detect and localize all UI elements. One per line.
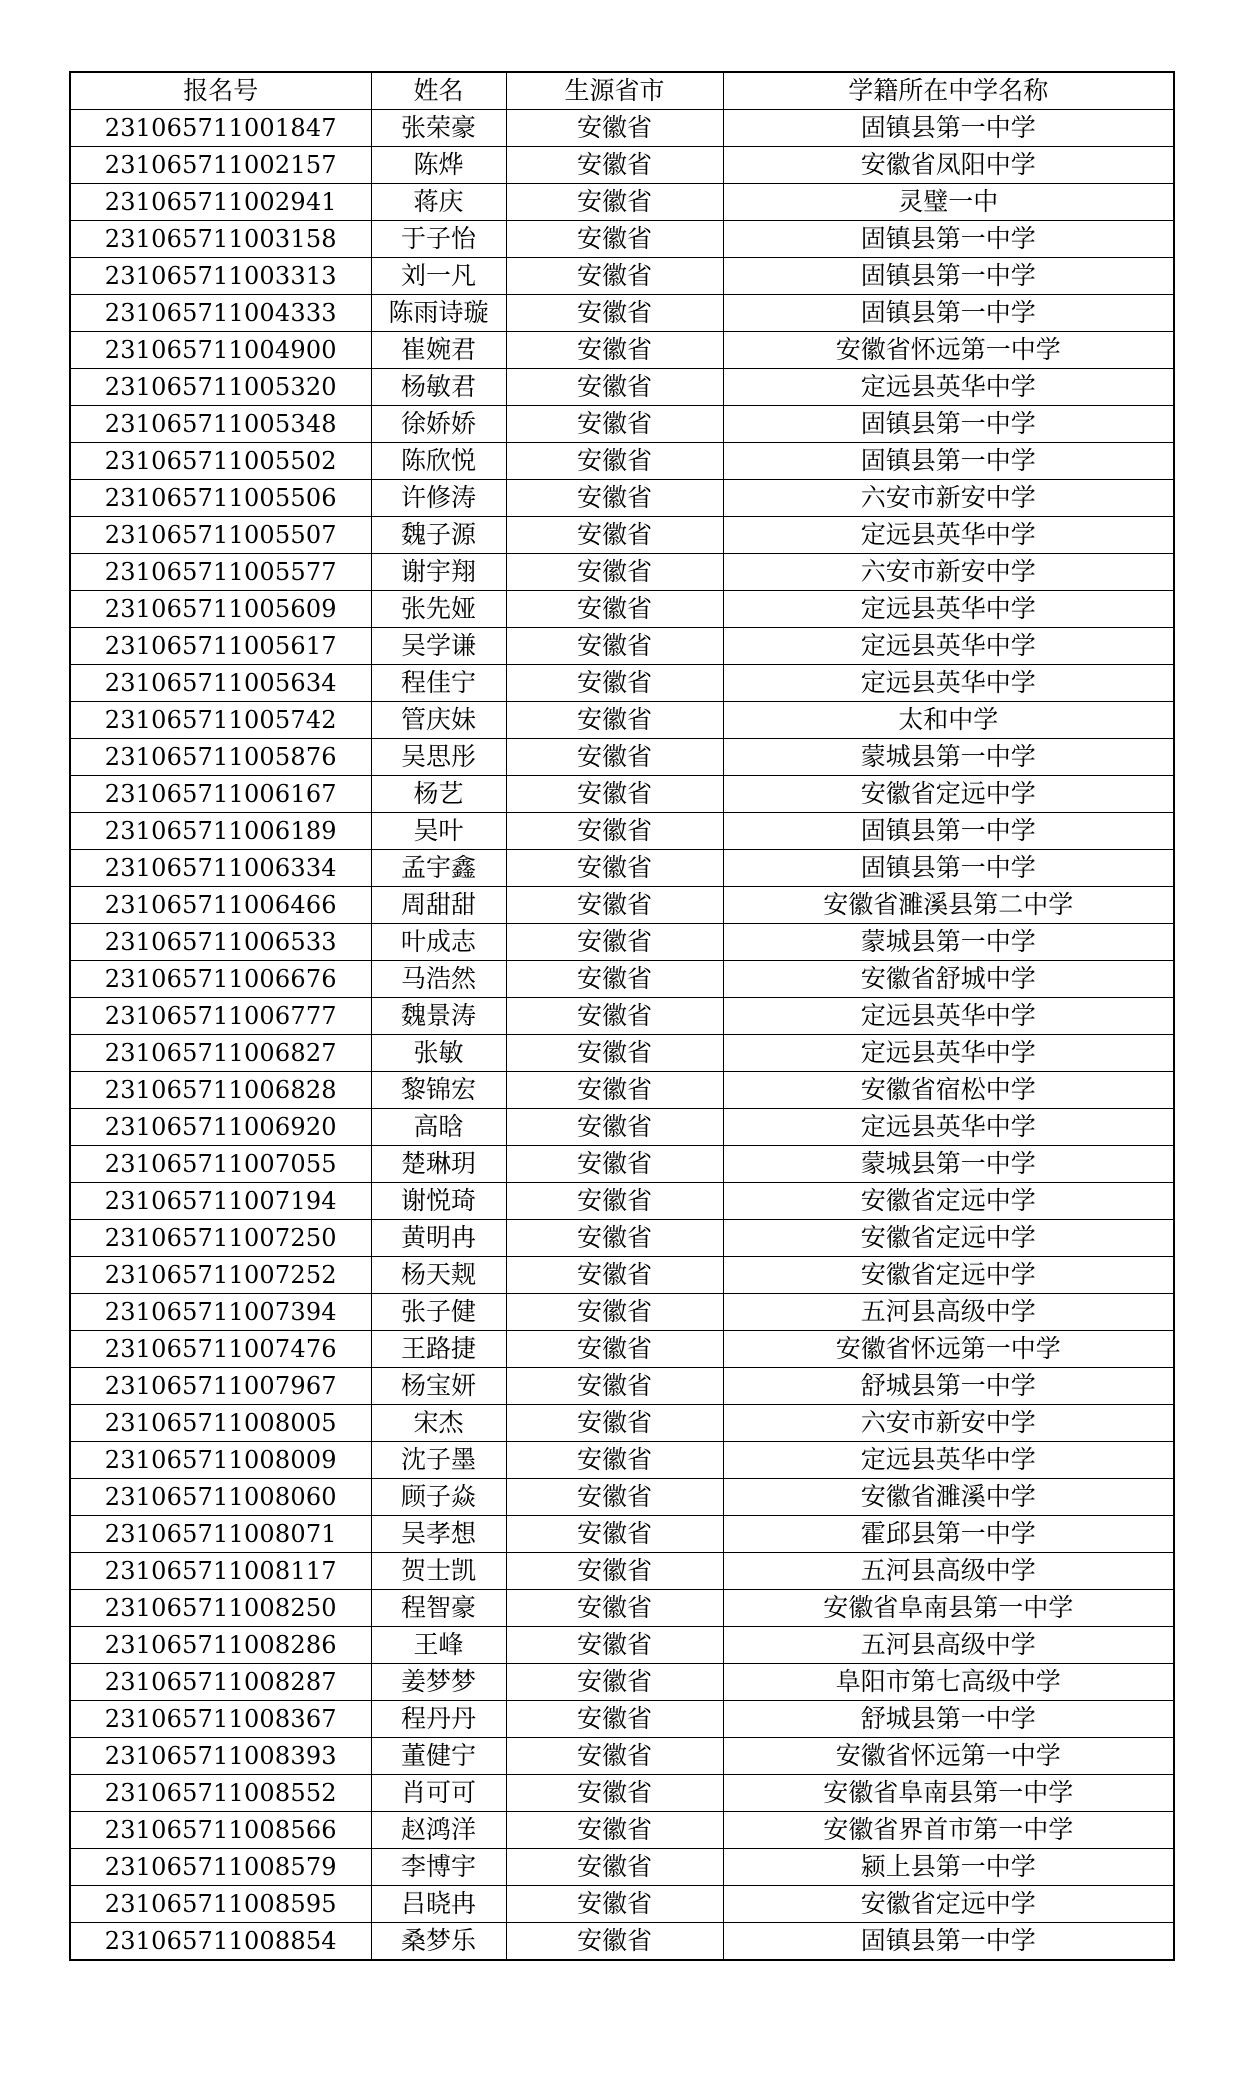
origin-province-cell: 安徽省 — [506, 1664, 723, 1701]
school-name-cell: 五河县高级中学 — [723, 1294, 1174, 1331]
origin-province-cell: 安徽省 — [506, 1072, 723, 1109]
origin-province-cell: 安徽省 — [506, 665, 723, 702]
origin-province-cell: 安徽省 — [506, 1405, 723, 1442]
origin-province-cell: 安徽省 — [506, 1442, 723, 1479]
registration-number-cell: 231065711008250 — [70, 1590, 371, 1627]
school-name-cell: 固镇县第一中学 — [723, 813, 1174, 850]
registration-number-cell: 231065711008286 — [70, 1627, 371, 1664]
table-row — [70, 554, 1174, 591]
school-name-cell: 安徽省阜南县第一中学 — [723, 1775, 1174, 1812]
registration-number-cell: 231065711008005 — [70, 1405, 371, 1442]
registration-number-cell: 231065711007250 — [70, 1220, 371, 1257]
origin-province-cell: 安徽省 — [506, 369, 723, 406]
origin-province-cell: 安徽省 — [506, 184, 723, 221]
table-row — [70, 1035, 1174, 1072]
student-name-cell: 管庆妹 — [371, 702, 506, 739]
origin-province-cell: 安徽省 — [506, 258, 723, 295]
school-name-cell: 安徽省定远中学 — [723, 1257, 1174, 1294]
school-name-cell: 固镇县第一中学 — [723, 221, 1174, 258]
registration-number-cell: 231065711002157 — [70, 147, 371, 184]
origin-province-cell: 安徽省 — [506, 1812, 723, 1849]
origin-province-cell: 安徽省 — [506, 1479, 723, 1516]
table-row — [70, 258, 1174, 295]
origin-province-cell: 安徽省 — [506, 1183, 723, 1220]
table-row — [70, 443, 1174, 480]
registration-number-cell: 231065711006167 — [70, 776, 371, 813]
table-row — [70, 295, 1174, 332]
table-row — [70, 1701, 1174, 1738]
student-name-cell: 谢宇翔 — [371, 554, 506, 591]
school-name-cell: 六安市新安中学 — [723, 480, 1174, 517]
registration-number-cell: 231065711003313 — [70, 258, 371, 295]
school-name-cell: 安徽省凤阳中学 — [723, 147, 1174, 184]
origin-province-cell: 安徽省 — [506, 813, 723, 850]
registration-number-cell: 231065711008579 — [70, 1849, 371, 1886]
student-name-cell: 张荣豪 — [371, 110, 506, 147]
table-row — [70, 110, 1174, 147]
origin-province-cell: 安徽省 — [506, 628, 723, 665]
header-registration-number: 报名号 — [70, 72, 371, 110]
table-row — [70, 924, 1174, 961]
registration-number-cell: 231065711008552 — [70, 1775, 371, 1812]
student-name-cell: 李博宇 — [371, 1849, 506, 1886]
table-row — [70, 1405, 1174, 1442]
table-row — [70, 739, 1174, 776]
table-row — [70, 1331, 1174, 1368]
registration-number-cell: 231065711008009 — [70, 1442, 371, 1479]
table-row — [70, 1849, 1174, 1886]
origin-province-cell: 安徽省 — [506, 702, 723, 739]
student-name-cell: 陈欣悦 — [371, 443, 506, 480]
table-row — [70, 1442, 1174, 1479]
origin-province-cell: 安徽省 — [506, 1146, 723, 1183]
registration-number-cell: 231065711007967 — [70, 1368, 371, 1405]
table-row — [70, 1146, 1174, 1183]
student-name-cell: 魏子源 — [371, 517, 506, 554]
registration-number-cell: 231065711005634 — [70, 665, 371, 702]
origin-province-cell: 安徽省 — [506, 1294, 723, 1331]
school-name-cell: 蒙城县第一中学 — [723, 924, 1174, 961]
table-row — [70, 1886, 1174, 1923]
registration-number-cell: 231065711007055 — [70, 1146, 371, 1183]
school-name-cell: 固镇县第一中学 — [723, 1923, 1174, 1961]
table-row — [70, 1775, 1174, 1812]
student-name-cell: 程佳宁 — [371, 665, 506, 702]
student-name-cell: 魏景涛 — [371, 998, 506, 1035]
school-name-cell: 定远县英华中学 — [723, 369, 1174, 406]
student-name-cell: 杨艺 — [371, 776, 506, 813]
student-name-cell: 崔婉君 — [371, 332, 506, 369]
registration-number-cell: 231065711004333 — [70, 295, 371, 332]
table-row — [70, 332, 1174, 369]
origin-province-cell: 安徽省 — [506, 1590, 723, 1627]
registration-number-cell: 231065711007394 — [70, 1294, 371, 1331]
student-name-cell: 赵鸿洋 — [371, 1812, 506, 1849]
school-name-cell: 颍上县第一中学 — [723, 1849, 1174, 1886]
registration-number-cell: 231065711006828 — [70, 1072, 371, 1109]
origin-province-cell: 安徽省 — [506, 850, 723, 887]
school-name-cell: 蒙城县第一中学 — [723, 739, 1174, 776]
origin-province-cell: 安徽省 — [506, 221, 723, 258]
table-row — [70, 1553, 1174, 1590]
student-name-cell: 张子健 — [371, 1294, 506, 1331]
table-row — [70, 1109, 1174, 1146]
student-name-cell: 于子怡 — [371, 221, 506, 258]
registration-number-cell: 231065711006466 — [70, 887, 371, 924]
school-name-cell: 固镇县第一中学 — [723, 258, 1174, 295]
school-name-cell: 固镇县第一中学 — [723, 110, 1174, 147]
table-row — [70, 702, 1174, 739]
school-name-cell: 安徽省宿松中学 — [723, 1072, 1174, 1109]
registration-number-cell: 231065711001847 — [70, 110, 371, 147]
registration-number-cell: 231065711008117 — [70, 1553, 371, 1590]
student-name-cell: 程丹丹 — [371, 1701, 506, 1738]
student-name-cell: 杨宝妍 — [371, 1368, 506, 1405]
school-name-cell: 安徽省怀远第一中学 — [723, 1738, 1174, 1775]
table-row — [70, 221, 1174, 258]
table-row — [70, 591, 1174, 628]
table-row — [70, 998, 1174, 1035]
origin-province-cell: 安徽省 — [506, 147, 723, 184]
student-name-cell: 杨天觌 — [371, 1257, 506, 1294]
student-name-cell: 顾子焱 — [371, 1479, 506, 1516]
origin-province-cell: 安徽省 — [506, 332, 723, 369]
table-row — [70, 517, 1174, 554]
school-name-cell: 安徽省怀远第一中学 — [723, 332, 1174, 369]
student-name-cell: 吴学谦 — [371, 628, 506, 665]
registration-number-cell: 231065711005742 — [70, 702, 371, 739]
table-row — [70, 1923, 1174, 1961]
student-name-cell: 王峰 — [371, 1627, 506, 1664]
table-row — [70, 776, 1174, 813]
table-row — [70, 1072, 1174, 1109]
origin-province-cell: 安徽省 — [506, 1553, 723, 1590]
table-row — [70, 1738, 1174, 1775]
registration-number-cell: 231065711007194 — [70, 1183, 371, 1220]
registration-number-cell: 231065711008595 — [70, 1886, 371, 1923]
registration-number-cell: 231065711006827 — [70, 1035, 371, 1072]
origin-province-cell: 安徽省 — [506, 1257, 723, 1294]
origin-province-cell: 安徽省 — [506, 1738, 723, 1775]
student-name-cell: 姜梦梦 — [371, 1664, 506, 1701]
origin-province-cell: 安徽省 — [506, 1331, 723, 1368]
registration-number-cell: 231065711008287 — [70, 1664, 371, 1701]
school-name-cell: 定远县英华中学 — [723, 517, 1174, 554]
registration-number-cell: 231065711008393 — [70, 1738, 371, 1775]
student-name-cell: 马浩然 — [371, 961, 506, 998]
origin-province-cell: 安徽省 — [506, 1627, 723, 1664]
registration-number-cell: 231065711008060 — [70, 1479, 371, 1516]
origin-province-cell: 安徽省 — [506, 1516, 723, 1553]
table-row — [70, 1220, 1174, 1257]
origin-province-cell: 安徽省 — [506, 591, 723, 628]
registration-number-cell: 231065711002941 — [70, 184, 371, 221]
student-name-cell: 吴叶 — [371, 813, 506, 850]
table-row — [70, 665, 1174, 702]
school-name-cell: 五河县高级中学 — [723, 1553, 1174, 1590]
origin-province-cell: 安徽省 — [506, 739, 723, 776]
registration-number-cell: 231065711005506 — [70, 480, 371, 517]
school-name-cell: 安徽省濉溪县第二中学 — [723, 887, 1174, 924]
table-row — [70, 1627, 1174, 1664]
table-row — [70, 813, 1174, 850]
school-name-cell: 安徽省定远中学 — [723, 1183, 1174, 1220]
origin-province-cell: 安徽省 — [506, 554, 723, 591]
origin-province-cell: 安徽省 — [506, 110, 723, 147]
table-row — [70, 1664, 1174, 1701]
student-name-cell: 高晗 — [371, 1109, 506, 1146]
school-name-cell: 安徽省阜南县第一中学 — [723, 1590, 1174, 1627]
registration-number-cell: 231065711007476 — [70, 1331, 371, 1368]
school-name-cell: 阜阳市第七高级中学 — [723, 1664, 1174, 1701]
school-name-cell: 六安市新安中学 — [723, 554, 1174, 591]
student-name-cell: 宋杰 — [371, 1405, 506, 1442]
origin-province-cell: 安徽省 — [506, 406, 723, 443]
registration-number-cell: 231065711005348 — [70, 406, 371, 443]
origin-province-cell: 安徽省 — [506, 1923, 723, 1961]
registration-number-cell: 231065711008367 — [70, 1701, 371, 1738]
student-name-cell: 周甜甜 — [371, 887, 506, 924]
school-name-cell: 定远县英华中学 — [723, 628, 1174, 665]
registration-number-cell: 231065711006920 — [70, 1109, 371, 1146]
origin-province-cell: 安徽省 — [506, 1109, 723, 1146]
school-name-cell: 安徽省界首市第一中学 — [723, 1812, 1174, 1849]
table-row — [70, 184, 1174, 221]
school-name-cell: 固镇县第一中学 — [723, 443, 1174, 480]
origin-province-cell: 安徽省 — [506, 480, 723, 517]
table-row — [70, 147, 1174, 184]
table-row — [70, 1812, 1174, 1849]
student-name-cell: 王路捷 — [371, 1331, 506, 1368]
registration-number-cell: 231065711005617 — [70, 628, 371, 665]
origin-province-cell: 安徽省 — [506, 776, 723, 813]
school-name-cell: 安徽省舒城中学 — [723, 961, 1174, 998]
origin-province-cell: 安徽省 — [506, 1368, 723, 1405]
registration-number-cell: 231065711008071 — [70, 1516, 371, 1553]
table-row — [70, 1479, 1174, 1516]
registration-number-cell: 231065711005320 — [70, 369, 371, 406]
origin-province-cell: 安徽省 — [506, 443, 723, 480]
registration-number-cell: 231065711006533 — [70, 924, 371, 961]
school-name-cell: 定远县英华中学 — [723, 1035, 1174, 1072]
origin-province-cell: 安徽省 — [506, 517, 723, 554]
origin-province-cell: 安徽省 — [506, 1775, 723, 1812]
registration-number-cell: 231065711006777 — [70, 998, 371, 1035]
table-row — [70, 369, 1174, 406]
student-name-cell: 陈烨 — [371, 147, 506, 184]
table-row — [70, 1294, 1174, 1331]
student-name-cell: 黎锦宏 — [371, 1072, 506, 1109]
registration-number-cell: 231065711004900 — [70, 332, 371, 369]
origin-province-cell: 安徽省 — [506, 1701, 723, 1738]
student-name-cell: 楚琳玥 — [371, 1146, 506, 1183]
registration-number-cell: 231065711006676 — [70, 961, 371, 998]
origin-province-cell: 安徽省 — [506, 295, 723, 332]
student-name-cell: 杨敏君 — [371, 369, 506, 406]
school-name-cell: 定远县英华中学 — [723, 1442, 1174, 1479]
origin-province-cell: 安徽省 — [506, 1886, 723, 1923]
school-name-cell: 安徽省定远中学 — [723, 1220, 1174, 1257]
school-name-cell: 定远县英华中学 — [723, 998, 1174, 1035]
origin-province-cell: 安徽省 — [506, 887, 723, 924]
student-name-cell: 叶成志 — [371, 924, 506, 961]
header-row — [70, 72, 1174, 110]
registration-number-cell: 231065711005507 — [70, 517, 371, 554]
student-name-cell: 许修涛 — [371, 480, 506, 517]
student-name-cell: 桑梦乐 — [371, 1923, 506, 1961]
table-row — [70, 1516, 1174, 1553]
student-name-cell: 孟宇鑫 — [371, 850, 506, 887]
student-name-cell: 贺士凯 — [371, 1553, 506, 1590]
student-name-cell: 吴思彤 — [371, 739, 506, 776]
student-name-cell: 谢悦琦 — [371, 1183, 506, 1220]
student-name-cell: 张敏 — [371, 1035, 506, 1072]
table-row — [70, 887, 1174, 924]
student-name-cell: 徐娇娇 — [371, 406, 506, 443]
roster-body — [70, 110, 1174, 1961]
student-name-cell: 程智豪 — [371, 1590, 506, 1627]
registration-number-cell: 231065711003158 — [70, 221, 371, 258]
admission-roster-table — [69, 71, 1175, 1961]
header-origin-province: 生源省市 — [506, 72, 723, 110]
school-name-cell: 安徽省定远中学 — [723, 776, 1174, 813]
student-name-cell: 肖可可 — [371, 1775, 506, 1812]
registration-number-cell: 231065711005577 — [70, 554, 371, 591]
table-row — [70, 480, 1174, 517]
school-name-cell: 霍邱县第一中学 — [723, 1516, 1174, 1553]
origin-province-cell: 安徽省 — [506, 924, 723, 961]
school-name-cell: 五河县高级中学 — [723, 1627, 1174, 1664]
school-name-cell: 固镇县第一中学 — [723, 295, 1174, 332]
table-row — [70, 1590, 1174, 1627]
origin-province-cell: 安徽省 — [506, 961, 723, 998]
school-name-cell: 六安市新安中学 — [723, 1405, 1174, 1442]
school-name-cell: 定远县英华中学 — [723, 1109, 1174, 1146]
table-row — [70, 961, 1174, 998]
origin-province-cell: 安徽省 — [506, 1220, 723, 1257]
school-name-cell: 太和中学 — [723, 702, 1174, 739]
student-name-cell: 吕晓冉 — [371, 1886, 506, 1923]
registration-number-cell: 231065711008854 — [70, 1923, 371, 1961]
school-name-cell: 舒城县第一中学 — [723, 1701, 1174, 1738]
table-row — [70, 1257, 1174, 1294]
origin-province-cell: 安徽省 — [506, 998, 723, 1035]
school-name-cell: 定远县英华中学 — [723, 665, 1174, 702]
school-name-cell: 安徽省濉溪中学 — [723, 1479, 1174, 1516]
student-name-cell: 吴孝想 — [371, 1516, 506, 1553]
school-name-cell: 定远县英华中学 — [723, 591, 1174, 628]
student-name-cell: 张先娅 — [371, 591, 506, 628]
table-row — [70, 1183, 1174, 1220]
student-name-cell: 刘一凡 — [371, 258, 506, 295]
school-name-cell: 灵璧一中 — [723, 184, 1174, 221]
student-name-cell: 黄明冉 — [371, 1220, 506, 1257]
table-row — [70, 1368, 1174, 1405]
origin-province-cell: 安徽省 — [506, 1849, 723, 1886]
header-school-name: 学籍所在中学名称 — [723, 72, 1174, 110]
school-name-cell: 安徽省怀远第一中学 — [723, 1331, 1174, 1368]
school-name-cell: 固镇县第一中学 — [723, 406, 1174, 443]
origin-province-cell: 安徽省 — [506, 1035, 723, 1072]
student-name-cell: 蒋庆 — [371, 184, 506, 221]
school-name-cell: 蒙城县第一中学 — [723, 1146, 1174, 1183]
student-name-cell: 沈子墨 — [371, 1442, 506, 1479]
registration-number-cell: 231065711006334 — [70, 850, 371, 887]
table-row — [70, 628, 1174, 665]
registration-number-cell: 231065711006189 — [70, 813, 371, 850]
school-name-cell: 安徽省定远中学 — [723, 1886, 1174, 1923]
header-name: 姓名 — [371, 72, 506, 110]
roster-sheet — [69, 71, 1173, 1961]
student-name-cell: 陈雨诗璇 — [371, 295, 506, 332]
table-row — [70, 406, 1174, 443]
school-name-cell: 固镇县第一中学 — [723, 850, 1174, 887]
registration-number-cell: 231065711005876 — [70, 739, 371, 776]
student-name-cell: 董健宁 — [371, 1738, 506, 1775]
registration-number-cell: 231065711007252 — [70, 1257, 371, 1294]
registration-number-cell: 231065711005502 — [70, 443, 371, 480]
school-name-cell: 舒城县第一中学 — [723, 1368, 1174, 1405]
registration-number-cell: 231065711008566 — [70, 1812, 371, 1849]
table-row — [70, 850, 1174, 887]
registration-number-cell: 231065711005609 — [70, 591, 371, 628]
